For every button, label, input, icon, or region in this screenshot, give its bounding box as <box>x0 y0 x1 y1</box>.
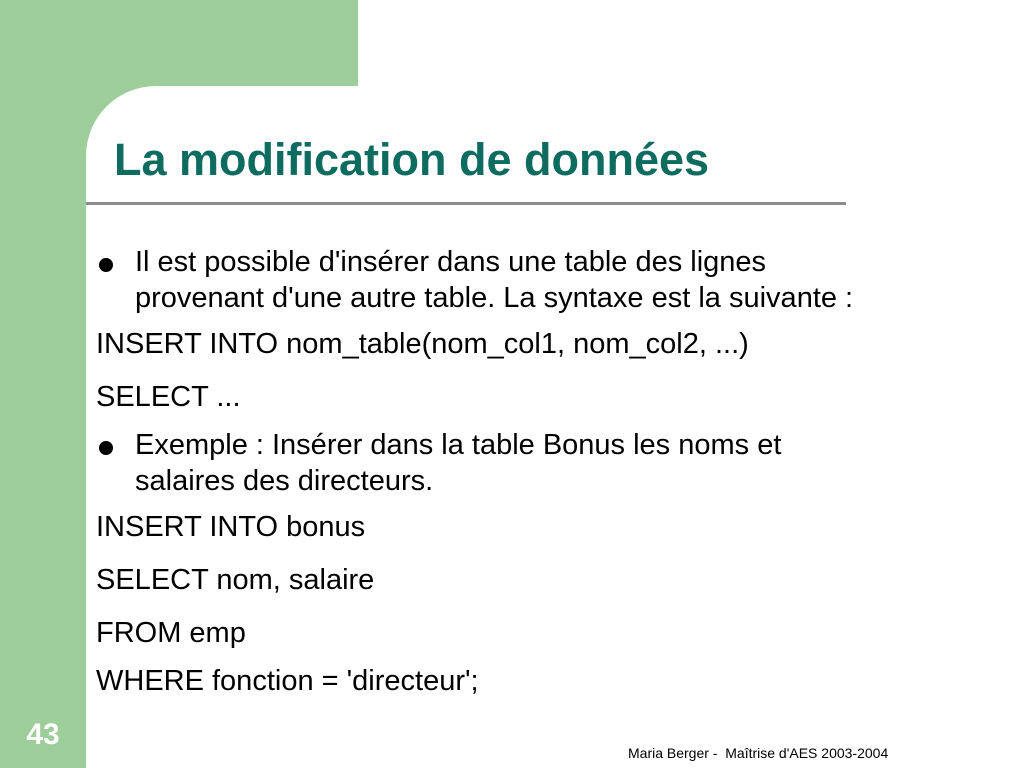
bullet-text-line: Il est possible d'insérer dans une table des lignes <box>135 246 767 278</box>
page-number: 43 <box>26 718 60 751</box>
code-line: FROM emp <box>96 617 246 649</box>
code-line: INSERT INTO nom_table(nom_col1, nom_col2, ...) <box>96 328 749 360</box>
bullet-item-example <box>96 427 996 499</box>
top-white-area <box>358 0 1024 86</box>
bullet-text-line: provenant d'une autre table. La syntaxe est la suivante : <box>135 282 854 314</box>
title-divider <box>86 202 846 205</box>
bullet-icon <box>99 258 113 272</box>
footer-text: Maria Berger - Maîtrise d'AES 2003-2004 <box>628 745 889 761</box>
bullet-text-line: salaires des directeurs. <box>135 465 434 497</box>
bullet-text-line: Exemple : Insérer dans la table Bonus les noms et <box>135 429 782 461</box>
code-line: SELECT nom, salaire <box>96 564 375 596</box>
slide-title: La modification de données <box>114 134 710 185</box>
slide-body <box>96 244 996 716</box>
code-line: INSERT INTO bonus <box>96 511 366 543</box>
code-line: SELECT ... <box>96 381 241 413</box>
bullet-icon <box>99 441 113 455</box>
bullet-item-syntax <box>96 244 996 316</box>
code-line: WHERE fonction = 'directeur'; <box>96 665 479 697</box>
